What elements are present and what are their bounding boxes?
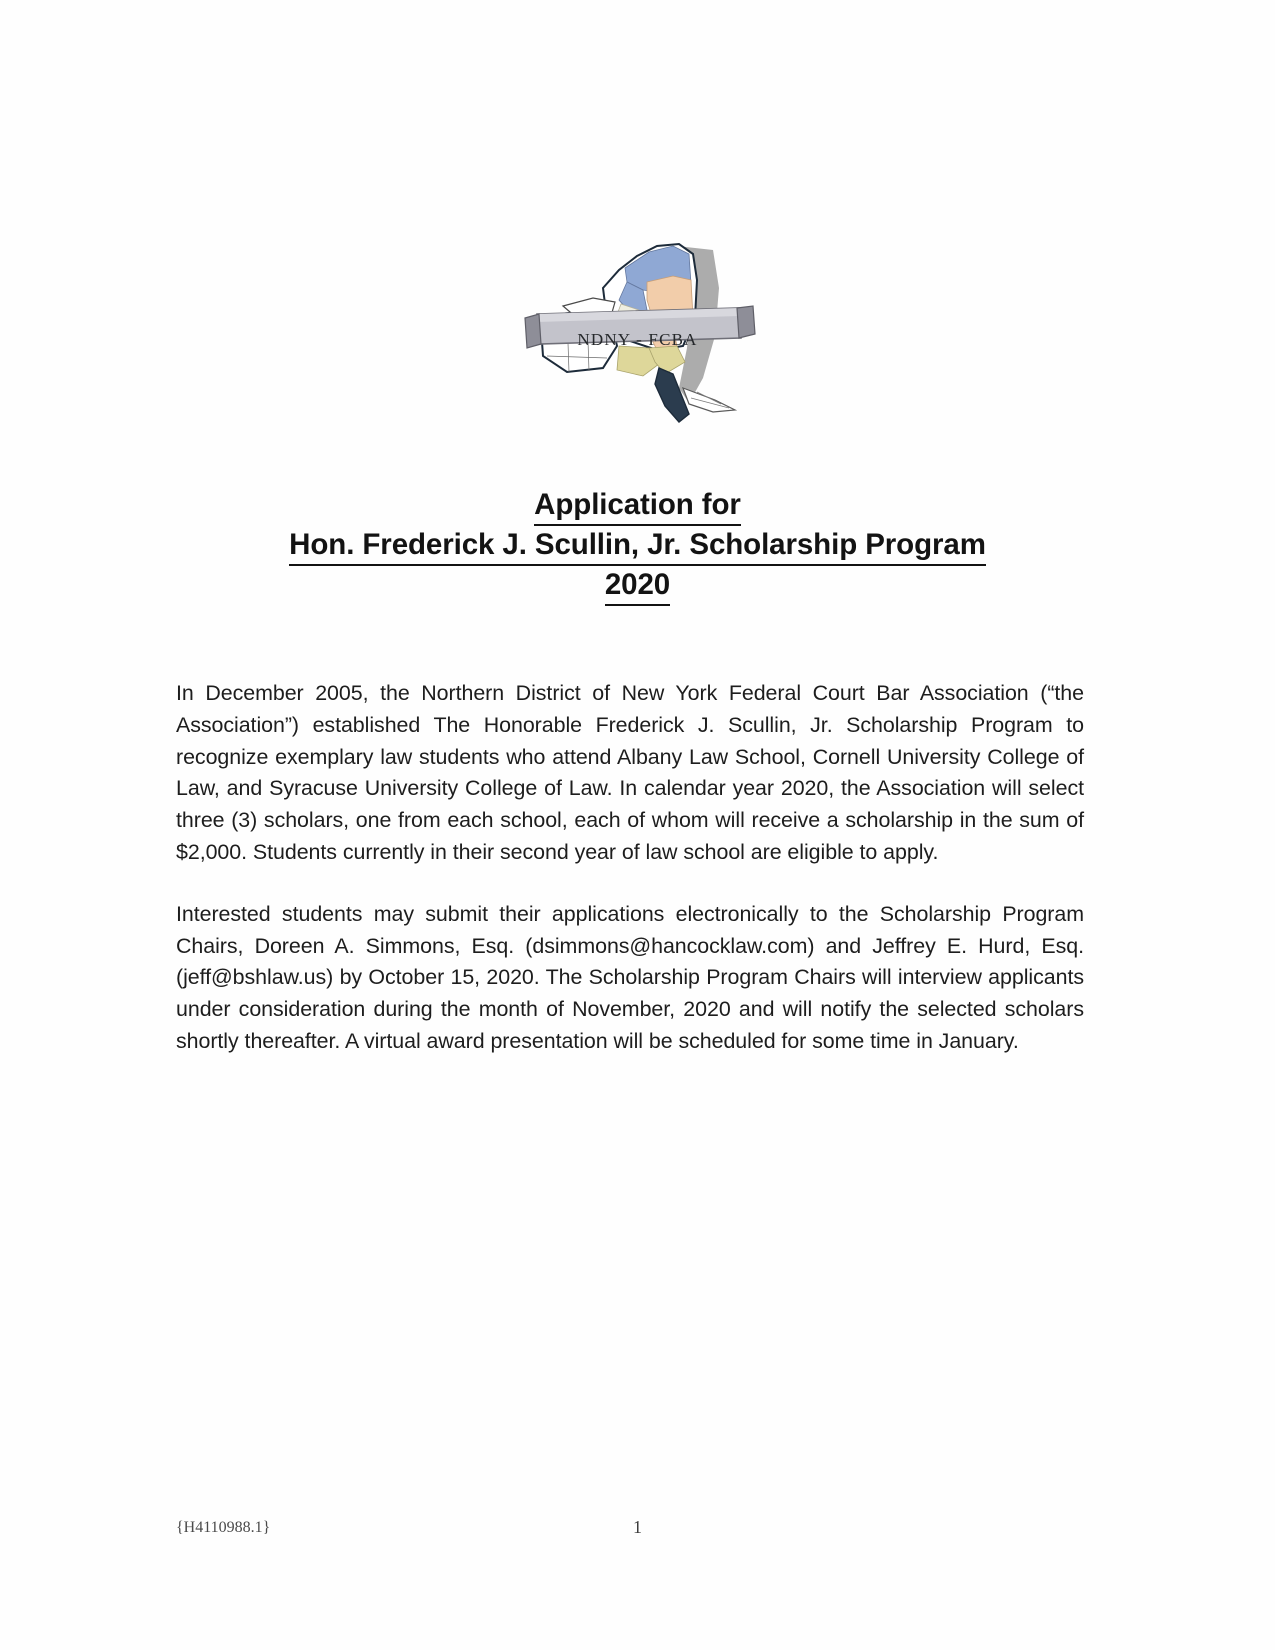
logo-caption: NDNY - FCBA (577, 330, 698, 349)
ndny-fcba-logo-graphic (507, 228, 769, 428)
title-line-1: Application for (0, 486, 1275, 526)
footer-document-reference: {H4110988.1} (176, 1519, 271, 1536)
page-title (0, 486, 1275, 606)
body-text (176, 678, 1084, 1058)
logo-container (0, 228, 1275, 428)
page-footer (176, 1519, 1099, 1543)
paragraph-submission-instructions: Interested students may submit their applications electronically to the Scholarship Program Chairs, Doreen A. Simmons, Esq. (dsimmons@hancocklaw.com) and Jeffrey E. Hurd, Esq. (jeff@bshlaw.us) by October 15, 2020. The Scholarship Program Chairs will interview applicants under consideration during the month of November, 2020 and will notify the selected scholars shortly thereafter. A virtual award presentation will be scheduled for some time in January. (176, 901, 1084, 1053)
ndny-fcba-logo (507, 228, 769, 428)
title-line-2: Hon. Frederick J. Scullin, Jr. Scholarship Program (0, 526, 1275, 566)
title-line-3: 2020 (0, 566, 1275, 606)
footer-page-number: 1 (633, 1517, 642, 1537)
paragraph-program-overview: In December 2005, the Northern District of New York Federal Court Bar Association (“the Association”) established The Honorable Frederick J. Scullin, Jr. Scholarship Program to recognize exemplary law students who attend Albany Law School, Cornell University College of Law, and Syracuse University College of Law. In calendar year 2020, the Association will select three (3) scholars, one from each school, each of whom will receive a scholarship in the sum of $2,000. Students currently in their second year of law school are eligible to apply. (176, 681, 1084, 864)
